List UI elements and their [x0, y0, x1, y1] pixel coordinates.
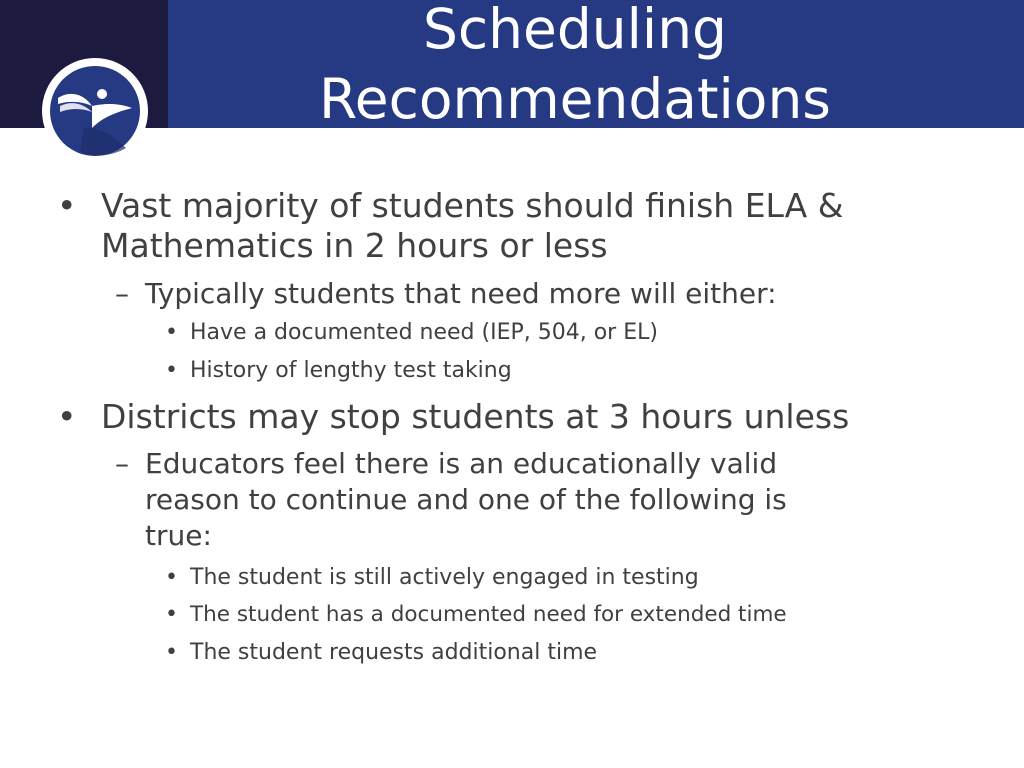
sub-2-item-3: The student requests additional time [190, 640, 598, 665]
bullet-marker: • [57, 397, 77, 436]
sub-bullet-marker: • [165, 358, 178, 383]
dash-marker: – [115, 447, 129, 480]
slide-title: Scheduling Recommendations [319, 0, 831, 131]
sub-bullet-marker: • [165, 565, 178, 590]
sub-bullet-marker: • [165, 602, 178, 627]
dash-marker: – [115, 277, 129, 310]
sub-2-item-2: The student has a documented need for extended time [190, 602, 787, 627]
sub-2-line-1: Educators feel there is an educationally valid [145, 447, 778, 480]
sub-1-item-1: Have a documented need (IEP, 504, or EL) [190, 320, 658, 345]
sub-bullet-marker: • [165, 320, 178, 345]
bullet-2-line-1: Districts may stop students at 3 hours unless [101, 397, 850, 436]
sub-1-line-1: Typically students that need more will either: [145, 277, 777, 310]
sub-2-line-3: true: [145, 519, 212, 552]
bullet-1-line-2: Mathematics in 2 hours or less [101, 226, 608, 265]
bullet-1-line-1: Vast majority of students should finish ELA & [101, 186, 844, 225]
sub-1-item-2: History of lengthy test taking [190, 358, 512, 383]
sub-2-item-1: The student is still actively engaged in testing [190, 565, 699, 590]
bullet-marker: • [57, 186, 77, 225]
sub-bullet-marker: • [165, 640, 178, 665]
sub-2-line-2: reason to continue and one of the following is [145, 483, 787, 516]
